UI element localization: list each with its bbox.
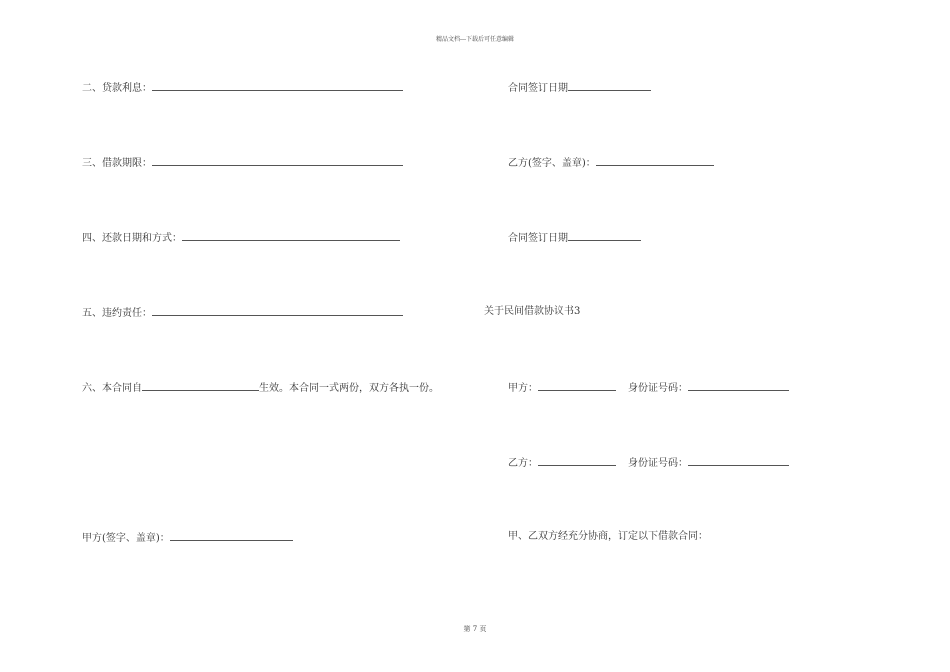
party-b-label: 乙方： [508,458,538,469]
sign-date-1-label: 合同签订日期 [508,83,568,94]
page-header: 精品文档---下载后可任意编辑 [435,36,515,43]
party-a-name-blank[interactable] [538,381,616,391]
party-b-name-blank[interactable] [538,456,616,466]
clause-loan-interest-label: 二、贷款利息： [82,83,152,94]
clause-loan-interest [82,81,403,95]
effective-date-blank[interactable] [142,381,259,391]
party-b-id-blank[interactable] [688,456,789,466]
sign-date-2 [508,231,641,245]
party-a-signature-label: 甲方(签字、盖章)： [82,533,170,544]
sign-date-2-label: 合同签订日期 [508,233,568,244]
agreement-intro: 甲、乙双方经充分协商，订定以下借款合同： [508,531,708,542]
repayment-blank[interactable] [182,231,400,241]
party-a-signature [82,531,293,545]
loan-term-blank[interactable] [152,156,403,166]
sign-date-2-blank[interactable] [568,231,641,241]
page-number: 第 7 页 [463,625,487,633]
party-b-signature-blank[interactable] [596,156,714,166]
clause-effective [82,381,439,395]
clause-effective-prefix: 六、本合同自 [82,383,142,394]
party-b-signature-label: 乙方(签字、盖章)： [508,158,596,169]
clause-repayment-label: 四、还款日期和方式： [82,233,182,244]
party-a-id-blank[interactable] [688,381,789,391]
clause-liability-label: 五、违约责任： [82,308,152,319]
clause-liability [82,306,403,320]
party-b-id-label: 身份证号码： [628,458,688,469]
clause-loan-term [82,156,403,170]
party-b-signature [508,156,714,170]
party-a-label: 甲方： [508,383,538,394]
clause-repayment [82,231,400,245]
clause-loan-term-label: 三、借款期限： [82,158,152,169]
party-a-row [508,381,789,395]
party-a-signature-blank[interactable] [170,531,293,541]
clause-effective-suffix: 生效。本合同一式两份，双方各执一份。 [259,383,439,394]
liability-blank[interactable] [152,306,403,316]
party-b-row [508,456,789,470]
agreement-title: 关于民间借款协议书3 [484,306,581,317]
loan-interest-blank[interactable] [152,81,403,91]
sign-date-1-blank[interactable] [568,81,651,91]
party-a-id-label: 身份证号码： [628,383,688,394]
sign-date-1 [508,81,651,95]
